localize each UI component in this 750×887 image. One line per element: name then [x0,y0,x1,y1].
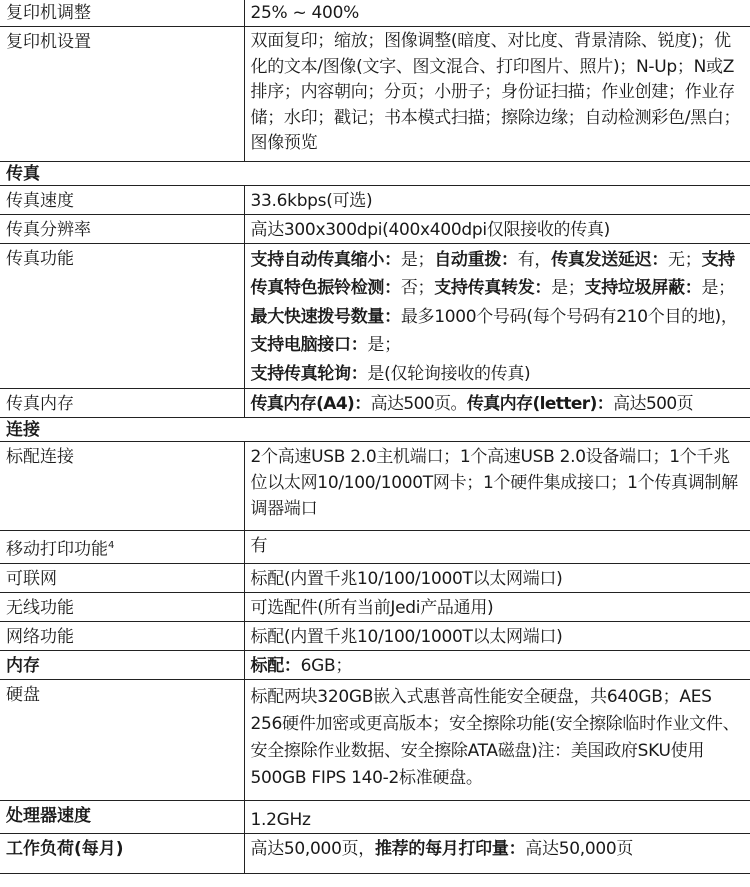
spec-value: 可选配件(所有当前Jedi产品通用) [244,592,750,621]
feature-name: 自动重拨： [434,249,518,270]
feature-value: 高达50,000页， [250,838,375,859]
spec-row-copier-adjust [0,0,750,27]
label-text: 移动打印功能 [6,539,108,560]
feature-name: 支持自动传真缩小： [250,249,401,270]
spec-row-fax-memory [0,389,750,418]
feature-value: 是； [400,249,435,270]
spec-row-copier-settings [0,27,750,162]
spec-label: 传真分辨率 [0,214,244,243]
spec-label: 工作负荷(每月) [0,833,244,873]
section-header-fax [0,161,750,185]
feature-value: 6GB； [300,655,353,676]
spec-label: 内存 [0,650,244,679]
spec-value: 33.6kbps(可选) [244,185,750,214]
feature-name: 支持垃圾屏蔽： [584,278,702,298]
spec-row-cpu [0,800,750,833]
spec-value: 双面复印；缩放；图像调整(暗度、对比度、背景清除、锐度)；优化的文本/图像(文字、图文混合、打印图片、照片)；N-Up；N或Z排序；内容朝向；分页；小册子；身份证扫描；作业创建；作业存储；水印；戳记；书本模式扫描；擦除边缘；自动检测彩色/黑白；图像预览 [244,27,750,162]
spec-row-networkable [0,563,750,592]
spec-row-mobile-print [0,531,750,564]
section-title: 传真 [0,161,750,185]
feature-name: 支持传真轮询： [250,363,368,384]
spec-label: 处理器速度 [0,800,244,833]
spec-label: 可联网 [0,563,244,592]
spec-value: 标配(内置千兆10/100/1000T以太网端口) [244,563,750,592]
spec-label: 复印机调整 [0,0,244,27]
feature-name: 标配： [250,655,301,676]
spec-row-fax-resolution [0,214,750,243]
spec-value: 25% ~ 400% [244,0,750,27]
spec-label: 硬盘 [0,679,244,800]
feature-value: 有， [517,249,552,270]
feature-value: 是； [367,335,401,355]
spec-label: 传真内存 [0,389,244,418]
spec-value: 2个高速USB 2.0主机端口；1个高速USB 2.0设备端口；1个千兆位以太网10/100/1000T网卡；1个硬件集成接口；1个传真调制解调器端口 [244,442,750,531]
feature-value: 高达500页 [613,394,693,414]
spec-value: 标配(内置千兆10/100/1000T以太网端口) [244,621,750,650]
spec-value [244,833,750,873]
feature-name: 传真内存(letter)： [466,394,614,414]
spec-row-wireless [0,592,750,621]
spec-label: 复印机设置 [0,27,244,162]
section-header-connectivity [0,418,750,442]
spec-label: 标配连接 [0,442,244,531]
feature-value: 是； [551,278,585,298]
feature-value: 否； [400,278,435,298]
feature-name: 传真内存(A4)： [250,394,371,414]
footnote-mark: 4 [108,540,115,551]
spec-value [244,650,750,679]
feature-name: 支持传真特色振铃检测： [250,249,735,298]
spec-row-fax-speed [0,185,750,214]
spec-row-duty-cycle [0,833,750,873]
feature-name: 支持传真转发： [434,278,552,298]
spec-label: 无线功能 [0,592,244,621]
spec-row-network [0,621,750,650]
spec-row-std-connectivity [0,442,750,531]
spec-value: 有 [244,531,750,564]
feature-value: 是(仅轮询接收的传真) [367,363,531,384]
feature-name: 支持电脑接口： [250,335,368,355]
spec-label: 传真速度 [0,185,244,214]
feature-value: 高达50,000页 [525,838,634,859]
spec-label [0,531,244,564]
feature-name: 最大快速拨号数量： [250,306,401,327]
spec-row-hdd [0,679,750,800]
spec-value [244,389,750,418]
spec-label: 传真功能 [0,243,244,389]
spec-value: 1.2GHz [244,800,750,833]
feature-value: 最多1000个号码(每个号码有210个目的地)， [400,306,738,327]
feature-name: 传真发送延迟： [551,249,669,270]
feature-name: 推荐的每月打印量： [374,838,526,859]
spec-value: 高达300x300dpi(400x400dpi仅限接收的传真) [244,214,750,243]
spec-row-fax-features [0,243,750,389]
feature-value: 高达500页。 [370,394,467,414]
spec-value: 标配两块320GB嵌入式惠普高性能安全硬盘，共640GB；AES 256硬件加密或更高版本；安全擦除功能(安全擦除临时作业文件、安全擦除作业数据、安全擦除ATA磁盘)注：美国政府SKU使用500GB FIPS 140-2标准硬盘。 [244,679,750,800]
feature-value: 是； [701,278,735,298]
feature-value: 无； [668,249,702,270]
spec-row-memory [0,650,750,679]
spec-value [244,243,750,389]
spec-label: 网络功能 [0,621,244,650]
section-title: 连接 [0,418,750,442]
